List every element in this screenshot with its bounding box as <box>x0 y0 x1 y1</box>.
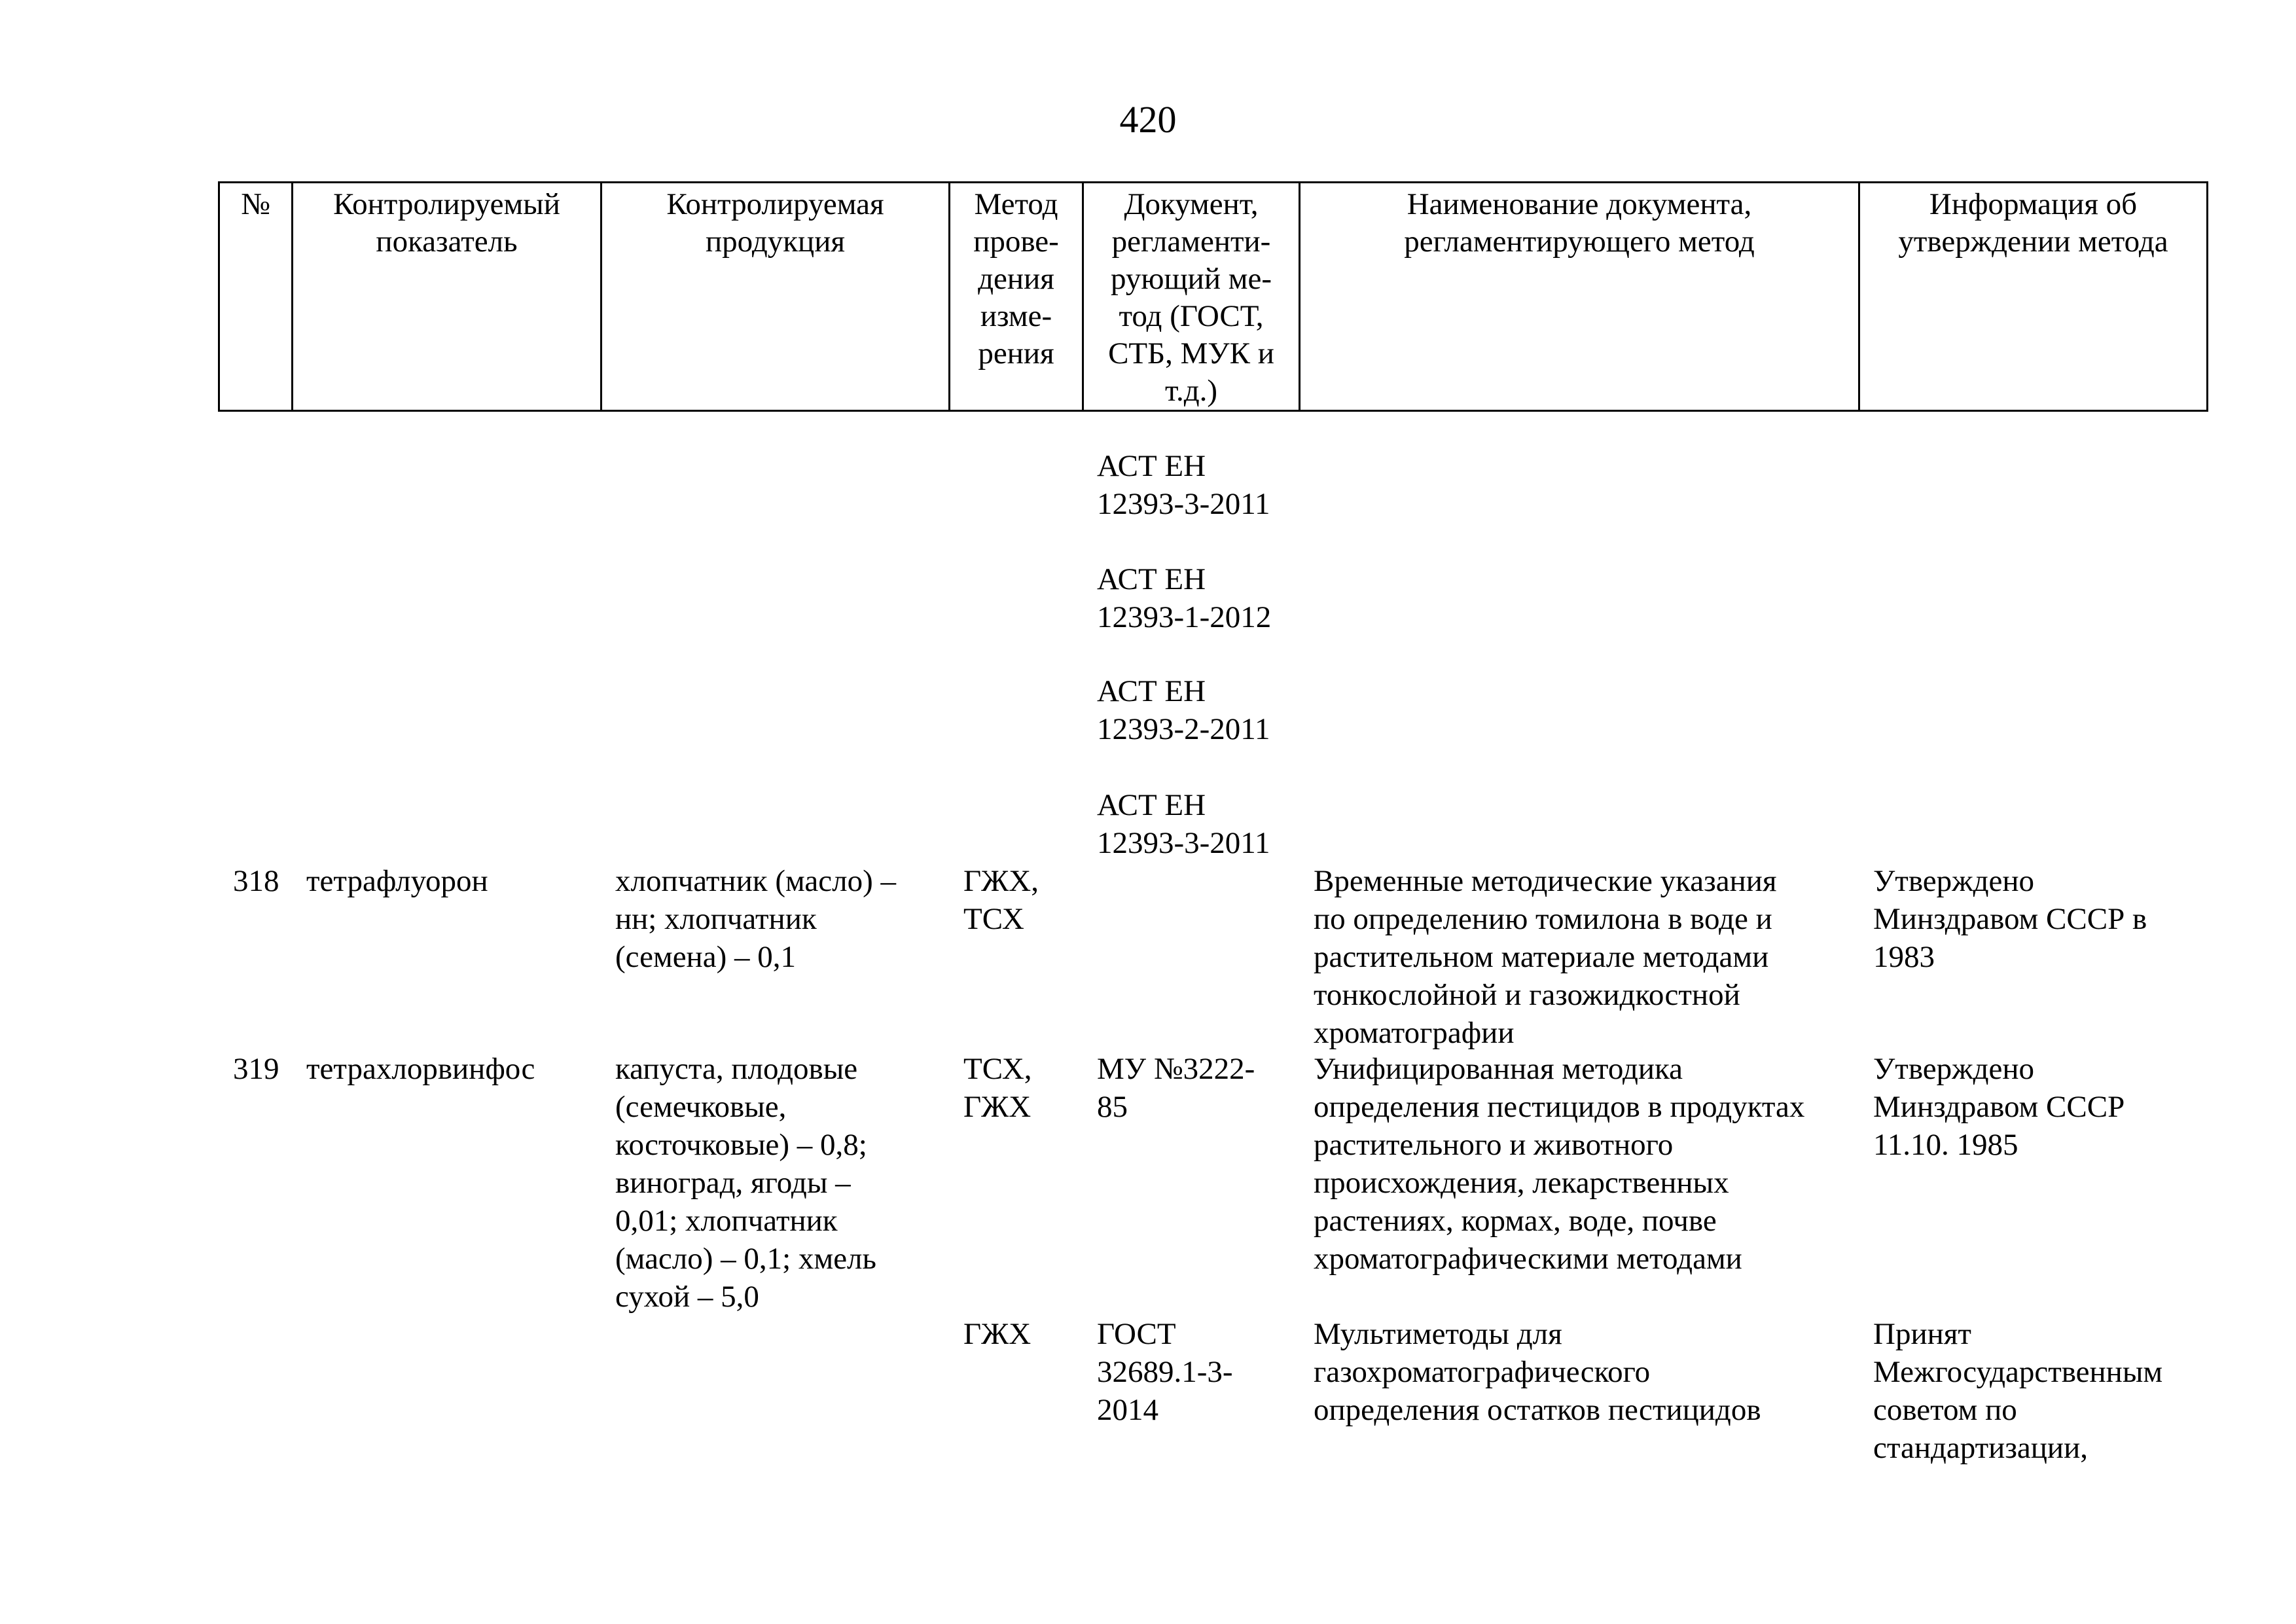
row-approval: Утверждено Минздравом СССР 11.10. 1985 <box>1873 1052 2125 1162</box>
page-number: 420 <box>1119 98 1177 141</box>
header-doc: Документ, регламенти- рующий ме- тод (ГОСТ, СТБ, МУК и т.д.) <box>1083 183 1300 411</box>
row-number: 318 <box>233 864 279 898</box>
continuation-doc: АСТ ЕН 12393-3-2011 <box>1097 788 1270 860</box>
header-method: Метод прове- дения изме- рения <box>950 183 1083 411</box>
header-doc-name: Наименование документа, регламентирующего метод <box>1300 183 1859 411</box>
row-approval: Утверждено Минздравом СССР в 1983 <box>1873 864 2147 974</box>
continuation-doc: АСТ ЕН 12393-3-2011 <box>1097 449 1270 521</box>
row-method: ТСХ, ГЖХ <box>963 1052 1032 1124</box>
row-method: ГЖХ, ТСХ <box>963 864 1039 936</box>
row-indicator: тетрахлорвинфос <box>306 1052 535 1086</box>
header-product: Контролируемая продукция <box>601 183 950 411</box>
row-doc-name: Унифицированная методика определения пестицидов в продуктах растительного и животного происхождения, лекарственных растениях, кормах, воде, почве хроматографическими методами <box>1314 1052 1805 1276</box>
row-product: хлопчатник (масло) – нн; хлопчатник (семена) – 0,1 <box>615 864 896 974</box>
row-method: ГЖХ <box>963 1317 1031 1351</box>
header-indicator: Контролируемый показатель <box>293 183 601 411</box>
row-approval: Принят Межгосударственным советом по стандартизации, <box>1873 1317 2163 1465</box>
row-indicator: тетрафлуорон <box>306 864 488 898</box>
row-doc-name: Мультиметоды для газохроматографического определения остатков пестицидов <box>1314 1317 1761 1427</box>
row-doc-name: Временные методические указания по определению томилона в воде и растительном материале методами тонкослойной и газожидкостной хроматографии <box>1314 864 1777 1050</box>
row-number: 319 <box>233 1052 279 1086</box>
row-product: капуста, плодовые (семечковые, косточковые) – 0,8; виноград, ягоды – 0,01; хлопчатник (масло) – 0,1; хмель сухой – 5,0 <box>615 1052 876 1314</box>
continuation-doc: АСТ ЕН 12393-1-2012 <box>1097 562 1272 634</box>
table-header <box>218 181 2208 412</box>
row-doc: ГОСТ 32689.1-3- 2014 <box>1097 1317 1233 1427</box>
continuation-doc: АСТ ЕН 12393-2-2011 <box>1097 674 1270 746</box>
header-approval: Информация об утверждении метода <box>1859 183 2208 411</box>
row-doc: МУ №3222- 85 <box>1097 1052 1255 1124</box>
header-num: № <box>219 183 293 411</box>
